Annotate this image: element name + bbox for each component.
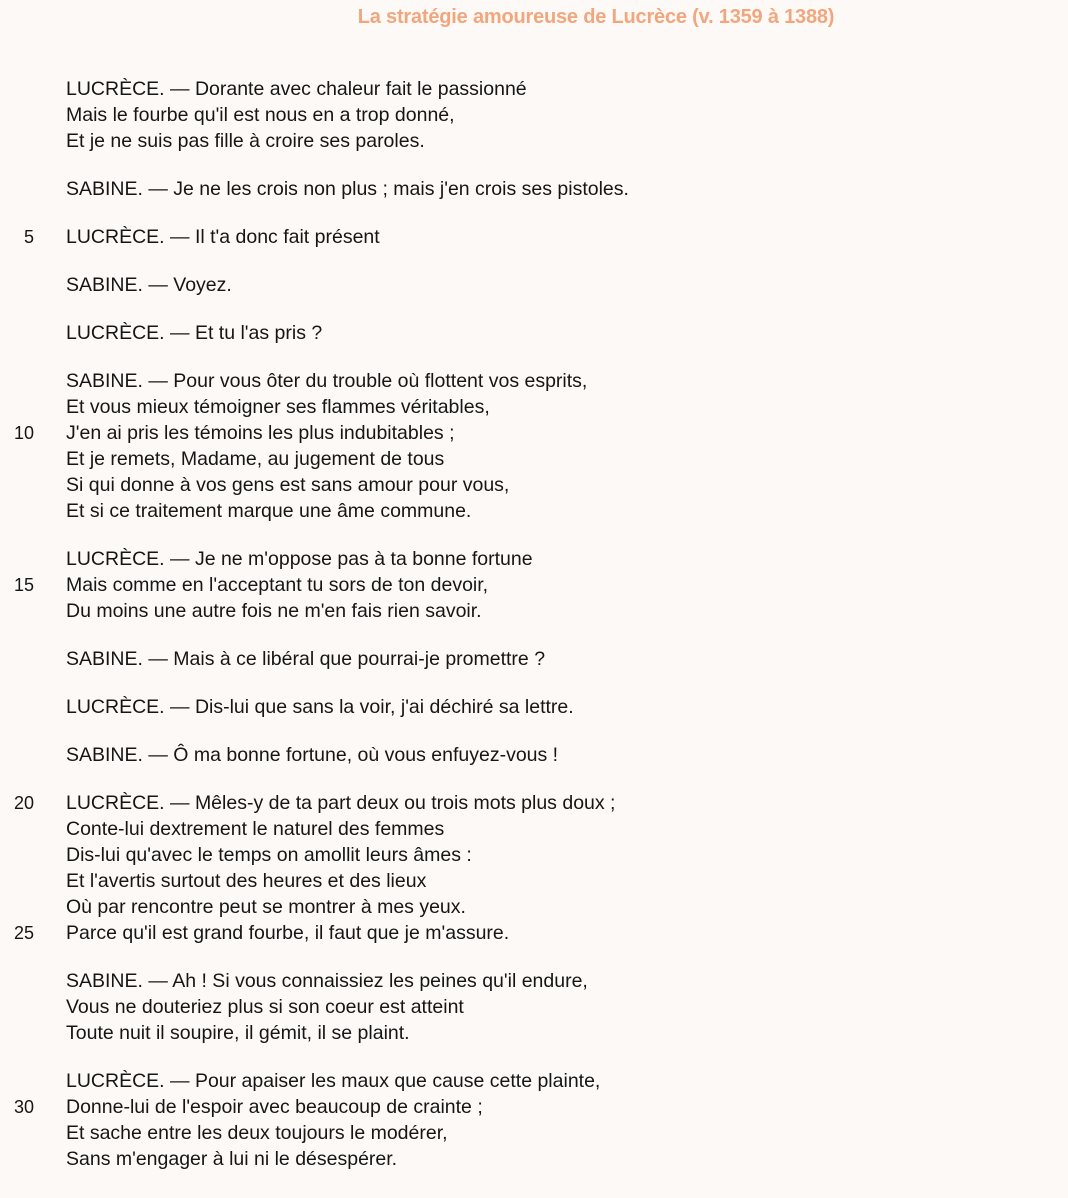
verse-text-line: SABINE. — Mais à ce libéral que pourrai-je promettre ? [66, 648, 546, 670]
verse-line [0, 968, 1068, 994]
line-number: 5 [23, 227, 34, 247]
stanza [0, 320, 1068, 346]
verse-text-line: LUCRÈCE. — Il t'a donc fait présent [66, 226, 380, 248]
verse-line [0, 598, 1068, 624]
verse-line [0, 868, 1068, 894]
verse-text-line: LUCRÈCE. — Dis-lui que sans la voir, j'ai déchiré sa lettre. [66, 696, 574, 718]
verse-line [0, 224, 1068, 250]
verse-line [0, 1020, 1068, 1046]
verse-line [0, 102, 1068, 128]
verse-text-line: LUCRÈCE. — Je ne m'oppose pas à ta bonne fortune [66, 548, 533, 570]
verse-text-line: Et sache entre les deux toujours le modérer, [66, 1122, 448, 1144]
verse-text-line: SABINE. — Ah ! Si vous connaissiez les peines qu'il endure, [66, 970, 588, 992]
verse-line [0, 76, 1068, 102]
verse-text [0, 76, 1068, 1194]
verse-line [0, 1120, 1068, 1146]
stanza [0, 968, 1068, 1046]
verse-line [0, 694, 1068, 720]
verse-line [0, 320, 1068, 346]
line-number: 25 [13, 923, 34, 943]
verse-line [0, 128, 1068, 154]
verse-text-line: LUCRÈCE. — Mêles-y de ta part deux ou trois mots plus doux ; [66, 792, 616, 814]
verse-text-line: Dis-lui qu'avec le temps on amollit leurs âmes : [66, 844, 472, 866]
line-number: 10 [13, 423, 34, 443]
verse-text-line: Conte-lui dextrement le naturel des femmes [66, 818, 445, 840]
verse-text-line: LUCRÈCE. — Dorante avec chaleur fait le passionné [66, 78, 527, 100]
verse-line [0, 790, 1068, 816]
verse-text-line: LUCRÈCE. — Et tu l'as pris ? [66, 322, 323, 344]
verse-text-line: Parce qu'il est grand fourbe, il faut que je m'assure. [66, 922, 510, 944]
stanza [0, 224, 1068, 250]
stanza [0, 790, 1068, 946]
verse-line [0, 1146, 1068, 1172]
verse-text-line: Et vous mieux témoigner ses flammes véritables, [66, 396, 490, 418]
line-number: 30 [13, 1097, 34, 1117]
verse-text-line: Donne-lui de l'espoir avec beaucoup de crainte ; [66, 1096, 483, 1118]
verse-line [0, 368, 1068, 394]
verse-text-line: Si qui donne à vos gens est sans amour pour vous, [66, 474, 510, 496]
verse-line [0, 1094, 1068, 1120]
stanza [0, 76, 1068, 154]
verse-line [0, 572, 1068, 598]
verse-text-line: SABINE. — Ô ma bonne fortune, où vous enfuyez-vous ! [66, 744, 559, 766]
verse-line [0, 742, 1068, 768]
stanza [0, 368, 1068, 524]
verse-text-line: Vous ne douteriez plus si son coeur est atteint [66, 996, 464, 1018]
verse-text-line: J'en ai pris les témoins les plus indubitables ; [66, 422, 455, 444]
verse-line [0, 894, 1068, 920]
line-number: 20 [13, 793, 34, 813]
verse-text-line: Et l'avertis surtout des heures et des lieux [66, 870, 427, 892]
verse-text-line: Où par rencontre peut se montrer à mes yeux. [66, 896, 466, 918]
stanza [0, 176, 1068, 202]
verse-line [0, 546, 1068, 572]
verse-text-line: Et je ne suis pas fille à croire ses paroles. [66, 130, 425, 152]
verse-text-line: SABINE. — Voyez. [66, 274, 232, 296]
verse-text-line: Toute nuit il soupire, il gémit, il se plaint. [66, 1022, 410, 1044]
verse-text-line: Du moins une autre fois ne m'en fais rien savoir. [66, 600, 482, 622]
verse-text-line: SABINE. — Pour vous ôter du trouble où flottent vos esprits, [66, 370, 588, 392]
stanza [0, 646, 1068, 672]
verse-line [0, 646, 1068, 672]
verse-line [0, 446, 1068, 472]
verse-line [0, 842, 1068, 868]
stanza [0, 694, 1068, 720]
verse-text-line: SABINE. — Je ne les crois non plus ; mais j'en crois ses pistoles. [66, 178, 629, 200]
verse-line [0, 816, 1068, 842]
verse-text-line: LUCRÈCE. — Pour apaiser les maux que cause cette plainte, [66, 1070, 601, 1092]
verse-line [0, 176, 1068, 202]
verse-text-line: Et si ce traitement marque une âme commune. [66, 500, 472, 522]
stanza [0, 546, 1068, 624]
verse-text-line: Mais comme en l'acceptant tu sors de ton devoir, [66, 574, 489, 596]
verse-line [0, 472, 1068, 498]
verse-text-line: Et je remets, Madame, au jugement de tous [66, 448, 445, 470]
verse-line [0, 994, 1068, 1020]
stanza [0, 272, 1068, 298]
verse-line [0, 272, 1068, 298]
page-title: La stratégie amoureuse de Lucrèce (v. 1359 à 1388) [357, 6, 835, 28]
stanza [0, 1068, 1068, 1172]
verse-line [0, 498, 1068, 524]
verse-line [0, 1068, 1068, 1094]
verse-line [0, 394, 1068, 420]
verse-text-line: Mais le fourbe qu'il est nous en a trop donné, [66, 104, 455, 126]
line-number: 15 [13, 575, 34, 595]
verse-text-line: Sans m'engager à lui ni le désespérer. [66, 1148, 398, 1170]
verse-line [0, 920, 1068, 946]
stanza [0, 742, 1068, 768]
verse-line [0, 420, 1068, 446]
